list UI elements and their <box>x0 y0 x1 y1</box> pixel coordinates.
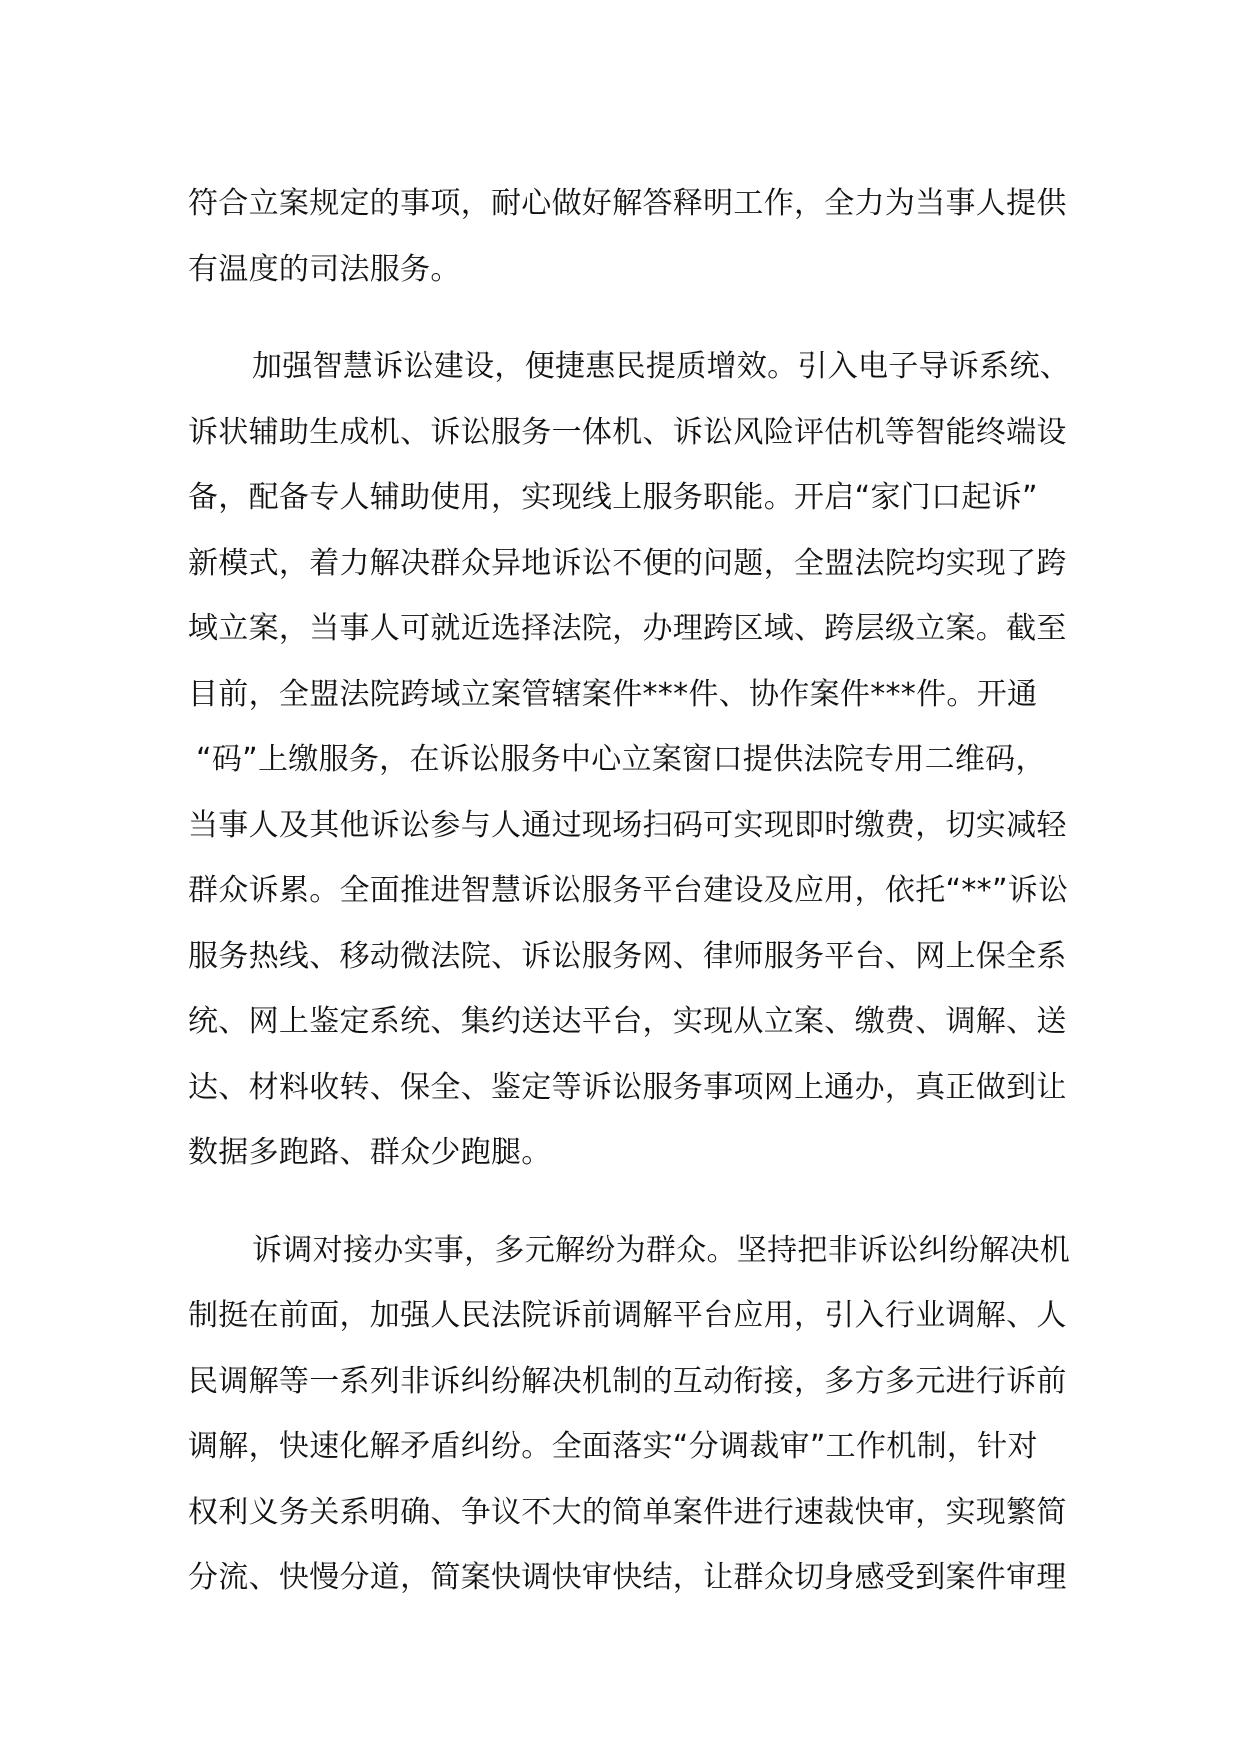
paragraph-smart-litigation <box>188 334 1071 1186</box>
text-line: 加强智慧诉讼建设，便捷惠民提质增效。引入电子导诉系统、 <box>252 349 1071 384</box>
text-line: 权利义务关系明确、争议不大的简单案件进行速裁快审，实现繁简 <box>188 1494 1067 1530</box>
paragraph-continuation <box>188 171 1068 302</box>
text-line: 制挺在前面，加强人民法院诉前调解平台应用，引入行业调解、人 <box>188 1298 1067 1333</box>
text-line: 有温度的司法服务。 <box>188 251 461 287</box>
text-line: 群众诉累。全面推进智慧诉讼服务平台建设及应用，依托“**”诉讼 <box>188 873 1069 908</box>
text-line: 调解，快速化解矛盾纠纷。全面落实“分调裁审”工作机制，针对 <box>188 1429 1038 1464</box>
document-body <box>188 171 1071 1611</box>
text-line: 当事人及其他诉讼参与人通过现场扫码可实现即时缴费，切实减轻 <box>188 807 1067 843</box>
text-line: 备，配备专人辅助使用，实现线上服务职能。开启“家门口起诉” <box>188 480 1038 515</box>
text-line: 诉调对接办实事，多元解纷为群众。坚持把非诉讼纠纷解决机 <box>252 1232 1071 1268</box>
paragraph-mediation <box>188 1218 1071 1611</box>
text-line: 目前，全盟法院跨域立案管辖案件***件、协作案件***件。开通 <box>188 676 1038 712</box>
text-line: 分流、快慢分道，简案快调快审快结，让群众切身感受到案件审理 <box>188 1560 1067 1595</box>
text-line: 达、材料收转、保全、鉴定等诉讼服务事项网上通办，真正做到让 <box>188 1069 1067 1105</box>
text-line: 服务热线、移动微法院、诉讼服务网、律师服务平台、网上保全系 <box>188 938 1067 974</box>
text-line: 数据多跑路、群众少跑腿。 <box>188 1135 552 1170</box>
text-line: 新模式，着力解决群众异地诉讼不便的问题，全盟法院均实现了跨 <box>188 545 1067 581</box>
text-line: 统、网上鉴定系统、集约送达平台，实现从立案、缴费、调解、送 <box>188 1004 1067 1039</box>
text-line: 诉状辅助生成机、诉讼服务一体机、诉讼风险评估机等智能终端设 <box>188 414 1067 450</box>
text-line: 域立案，当事人可就近选择法院，办理跨区域、跨层级立案。截至 <box>188 611 1067 646</box>
text-line: 民调解等一系列非诉纠纷解决机制的互动衔接，多方多元进行诉前 <box>188 1363 1067 1399</box>
text-line: “码”上缴服务，在诉讼服务中心立案窗口提供法院专用二维码， <box>196 742 1046 777</box>
text-line: 符合立案规定的事项，耐心做好解答释明工作，全力为当事人提供 <box>188 186 1067 221</box>
